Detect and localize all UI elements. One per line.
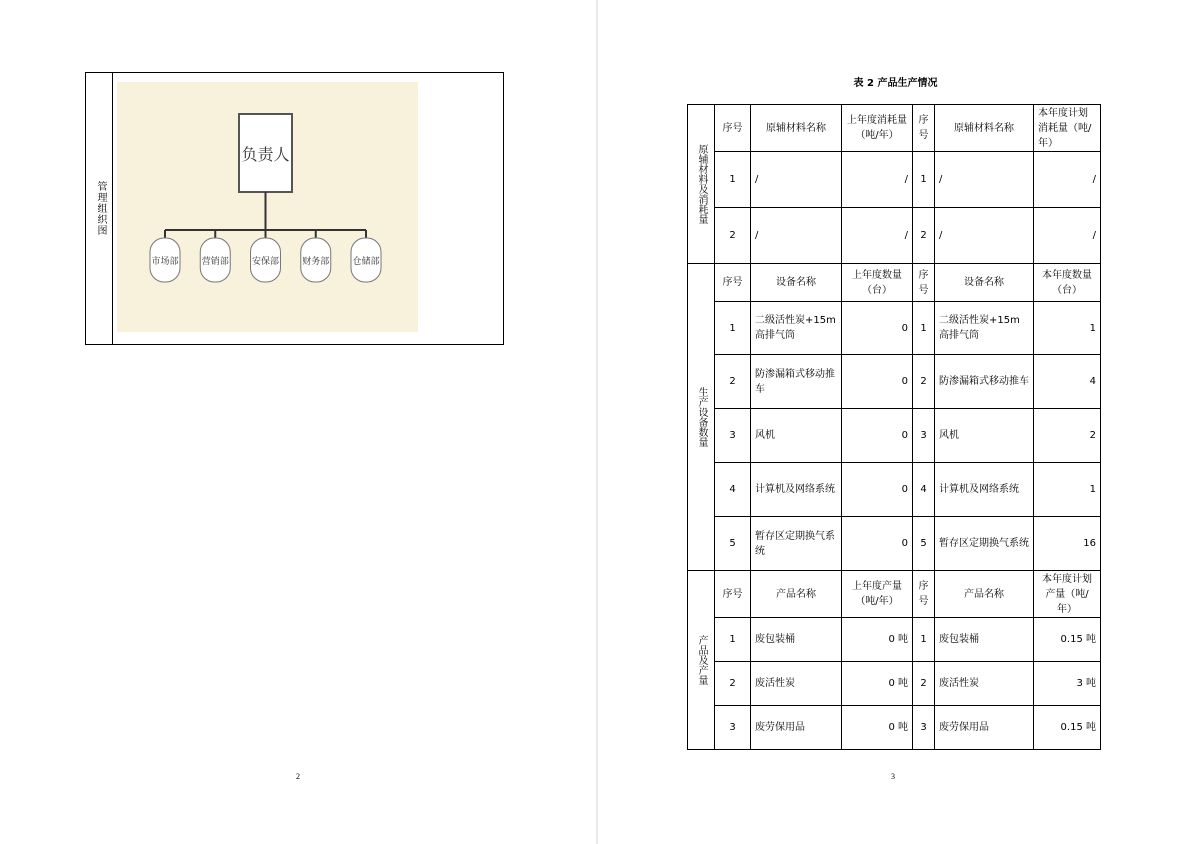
header-name: 原辅材料名称: [751, 105, 842, 152]
cell-name-2: 计算机及网络系统: [935, 463, 1034, 517]
header-last-year: 上年度数量（台）: [842, 264, 913, 302]
page-right: [598, 0, 1193, 844]
header-this-year: 本年度数量（台）: [1034, 264, 1101, 302]
cell-seq-2: 1: [913, 302, 935, 355]
cell-seq-2: 4: [913, 463, 935, 517]
cell-plan: /: [1034, 208, 1101, 264]
page-left: [0, 0, 596, 844]
header-this-year: 本年度计划产量（吨/年）: [1034, 571, 1101, 618]
header-seq: 序号: [715, 264, 751, 302]
org-root-label: 负责人: [241, 145, 290, 164]
products-section-cell: [688, 571, 715, 750]
org-dept-label: 市场部: [151, 257, 179, 267]
cell-seq: 5: [715, 517, 751, 571]
header-seq-2: 序号: [913, 571, 935, 618]
cell-seq: 2: [715, 208, 751, 264]
cell-name: 防渗漏箱式移动推车: [751, 355, 842, 409]
cell-name: /: [751, 208, 842, 264]
table-row: [688, 409, 1101, 463]
cell-name: 计算机及网络系统: [751, 463, 842, 517]
header-this-year: 本年度计划消耗量（吨/年）: [1034, 105, 1101, 152]
cell-name: 废包装桶: [751, 618, 842, 662]
cell-name: 废活性炭: [751, 662, 842, 706]
cell-last: /: [842, 208, 913, 264]
cell-name-2: /: [935, 208, 1034, 264]
org-chart-frame: [85, 72, 504, 345]
header-seq: 序号: [715, 571, 751, 618]
cell-last: 0: [842, 409, 913, 463]
cell-seq: 2: [715, 662, 751, 706]
cell-name: 暂存区定期换气系统: [751, 517, 842, 571]
cell-last: 0 吨: [842, 618, 913, 662]
org-dept-label: 安保部: [251, 257, 280, 267]
cell-name-2: 风机: [935, 409, 1034, 463]
cell-last: 0: [842, 355, 913, 409]
production-table: [687, 104, 1101, 750]
page-number-right: 3: [891, 772, 895, 781]
header-seq-2: 序号: [913, 105, 935, 152]
equipment-section-label: 生产设备数量: [696, 387, 707, 447]
org-dept-label: 财务部: [302, 257, 330, 267]
cell-last: /: [842, 152, 913, 208]
table-title: 表 2 产品生产情况: [853, 78, 938, 89]
table-row: [688, 302, 1101, 355]
table-row: [688, 517, 1101, 571]
cell-seq-2: 1: [913, 618, 935, 662]
table-row: [688, 355, 1101, 409]
header-name: 产品名称: [751, 571, 842, 618]
header-name-2: 设备名称: [935, 264, 1034, 302]
cell-seq-2: 2: [913, 355, 935, 409]
cell-plan: 0.15 吨: [1034, 618, 1101, 662]
org-label-column: [86, 73, 113, 344]
cell-name: /: [751, 152, 842, 208]
cell-seq: 1: [715, 618, 751, 662]
cell-name-2: 暂存区定期换气系统: [935, 517, 1034, 571]
cell-last: 0 吨: [842, 662, 913, 706]
cell-name: 二级活性炭+15m高排气筒: [751, 302, 842, 355]
table-row: [688, 208, 1101, 264]
cell-last: 0: [842, 517, 913, 571]
cell-plan: 2: [1034, 409, 1101, 463]
cell-last: 0: [842, 302, 913, 355]
table-row: [688, 618, 1101, 662]
header-name-2: 产品名称: [935, 571, 1034, 618]
cell-seq-2: 3: [913, 409, 935, 463]
header-seq-2: 序号: [913, 264, 935, 302]
cell-plan: 0.15 吨: [1034, 706, 1101, 750]
cell-last: 0 吨: [842, 706, 913, 750]
header-last-year: 上年度产量（吨/年）: [842, 571, 913, 618]
table-row: [688, 662, 1101, 706]
header-seq: 序号: [715, 105, 751, 152]
cell-seq: 3: [715, 409, 751, 463]
cell-seq: 4: [715, 463, 751, 517]
cell-name-2: /: [935, 152, 1034, 208]
cell-name: 风机: [751, 409, 842, 463]
header-name-2: 原辅材料名称: [935, 105, 1034, 152]
org-dept-label: 仓储部: [352, 257, 380, 267]
org-chart-diagram: [117, 82, 418, 332]
cell-name: 废劳保用品: [751, 706, 842, 750]
cell-seq-2: 2: [913, 208, 935, 264]
cell-name-2: 废活性炭: [935, 662, 1034, 706]
cell-seq: 1: [715, 302, 751, 355]
materials-header-row: [688, 105, 1101, 152]
materials-section-label: 原辅材料及消耗量: [696, 144, 707, 224]
cell-seq: 2: [715, 355, 751, 409]
cell-plan: 1: [1034, 302, 1101, 355]
cell-last: 0: [842, 463, 913, 517]
header-name: 设备名称: [751, 264, 842, 302]
cell-plan: 3 吨: [1034, 662, 1101, 706]
cell-seq-2: 3: [913, 706, 935, 750]
org-chart-canvas: [117, 82, 418, 332]
cell-plan: 1: [1034, 463, 1101, 517]
cell-plan: /: [1034, 152, 1101, 208]
org-chart-side-label: 管理组织图: [95, 181, 106, 236]
page-number-left: 2: [296, 772, 300, 781]
products-section-label: 产品及产量: [696, 635, 707, 685]
cell-plan: 16: [1034, 517, 1101, 571]
cell-seq: 1: [715, 152, 751, 208]
cell-name-2: 防渗漏箱式移动推车: [935, 355, 1034, 409]
table-row: [688, 463, 1101, 517]
cell-seq: 3: [715, 706, 751, 750]
cell-seq-2: 1: [913, 152, 935, 208]
equipment-header-row: [688, 264, 1101, 302]
cell-plan: 4: [1034, 355, 1101, 409]
cell-seq-2: 2: [913, 662, 935, 706]
equipment-section-cell: [688, 264, 715, 571]
table-row: [688, 152, 1101, 208]
org-dept-label: 营销部: [201, 257, 229, 267]
header-last-year: 上年度消耗量（吨/年）: [842, 105, 913, 152]
cell-seq-2: 5: [913, 517, 935, 571]
cell-name-2: 废包装桶: [935, 618, 1034, 662]
cell-name-2: 废劳保用品: [935, 706, 1034, 750]
cell-name-2: 二级活性炭+15m高排气筒: [935, 302, 1034, 355]
table-row: [688, 706, 1101, 750]
materials-section-cell: [688, 105, 715, 264]
products-header-row: [688, 571, 1101, 618]
